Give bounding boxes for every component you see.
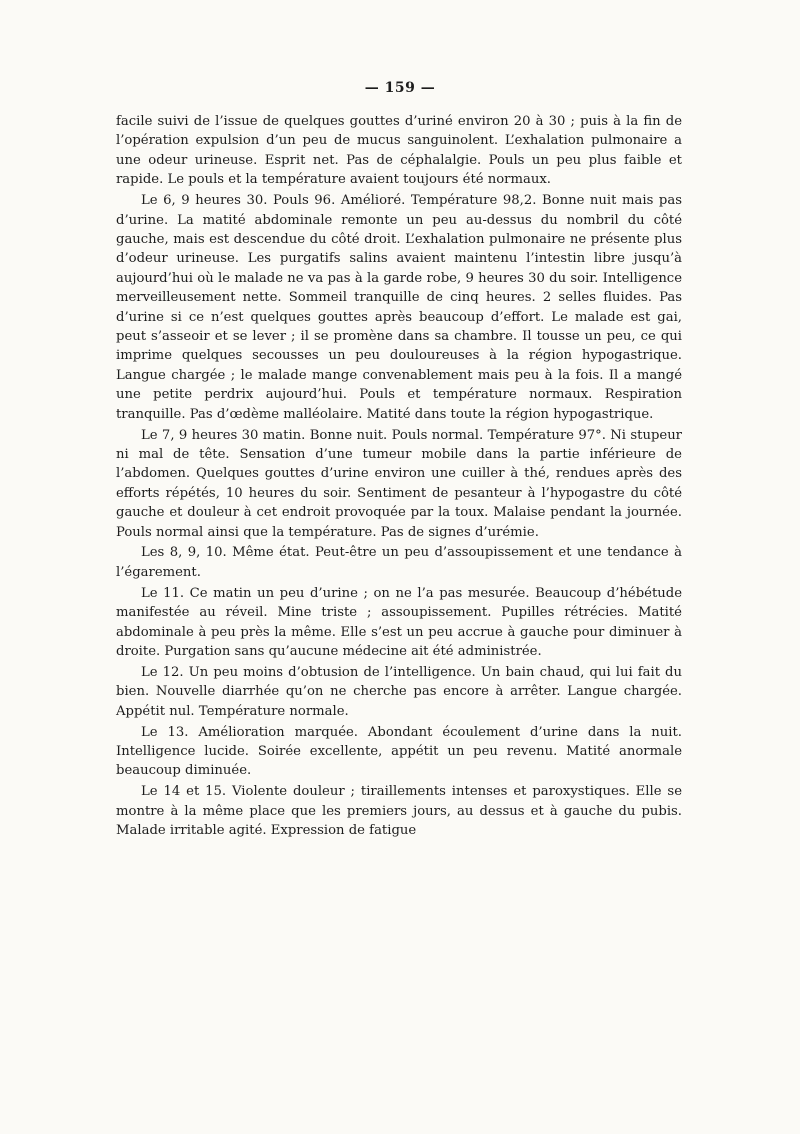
paragraph-day-7: Le 7, 9 heures 30 matin. Bonne nuit. Pouls normal. Température 97°. Ni stupeur ni mal de tête. Sensation d’une tumeur mobile dans la partie inférieure de l’abdomen. Quelques gouttes d’urine environ une cuiller à thé, rendues après des efforts répétés, 10 heures du soir. Sentiment de pesanteur à l’hypogastre du côté gauche et douleur à cet endroit provoquée par la toux. Malaise pendant la journée. Pouls normal ainsi que la température. Pas de signes d’urémie. bbox=[116, 427, 682, 540]
body-text bbox=[116, 112, 682, 842]
paragraph-days-14-15: Le 14 et 15. Violente douleur ; tiraillements intenses et paroxystiques. Elle se montre à la même place que les premiers jours, au dessus et à gauche du pubis. Malade irritable agité. Expression de fatigue bbox=[116, 784, 682, 839]
paragraph-continuation: facile suivi de l’issue de quelques gouttes d’uriné environ 20 à 30 ; puis à la fin de l’opération expulsion d’un peu de mucus sanguinolent. L’exhalation pulmonaire a une odeur urineuse. Esprit net. Pas de céphalalgie. Pouls un peu plus faible et rapide. Le pouls et la température avaient toujours été normaux. bbox=[116, 114, 682, 188]
page-number: — 159 — bbox=[364, 80, 436, 96]
paragraph-day-11: Le 11. Ce matin un peu d’urine ; on ne l’a pas mesurée. Beaucoup d’hébétude manifestée au réveil. Mine triste ; assoupissement. Pupilles rétrécies. Matité abdominale à peu près la même. Elle s’est un peu accrue à gauche pour diminuer à droite. Purgation sans qu’aucune médecine ait été administrée. bbox=[116, 585, 682, 659]
paragraph-day-6: Le 6, 9 heures 30. Pouls 96. Amélioré. Température 98,2. Bonne nuit mais pas d’urine. La matité abdominale remonte un peu au-dessus du nombril du côté gauche, mais est descendue du côté droit. L’exhalation pulmonaire ne présente plus d’odeur urineuse. Les purgatifs salins avaient maintenu l’intestin libre jusqu’à aujourd’hui où le malade ne va pas à la garde robe, 9 heures 30 du soir. Intelligence merveilleusement nette. Sommeil tranquille de cinq heures. 2 selles fluides. Pas d’urine si ce n’est quelques gouttes après beaucoup d’effort. Le malade est gai, peut s’asseoir et se lever ; il se promène dans sa chambre. Il tousse un peu, ce qui imprime quelques secousses un peu douloureuses à la région hypogastrique. Langue chargée ; le malade mange convenablement mais peu à la fois. Il a mangé une petite perdrix aujourd’hui. Pouls et température normaux. Respiration tranquille. Pas d’œdème malléolaire. Matité dans toute la région hypogastrique. bbox=[116, 193, 682, 422]
paragraph-day-13: Le 13. Amélioration marquée. Abondant écoulement d’urine dans la nuit. Intelligence lucide. Soirée excellente, appétit un peu revenu. Matité anormale beaucoup diminuée. bbox=[116, 724, 682, 779]
paragraph-day-12: Le 12. Un peu moins d’obtusion de l’intelligence. Un bain chaud, qui lui fait du bien. Nouvelle diarrhée qu’on ne cherche pas encore à arrêter. Langue chargée. Appétit nul. Température normale. bbox=[116, 664, 682, 719]
paragraph-days-8-10: Les 8, 9, 10. Même état. Peut-être un peu d’assoupissement et une tendance à l’égarement. bbox=[116, 545, 682, 580]
